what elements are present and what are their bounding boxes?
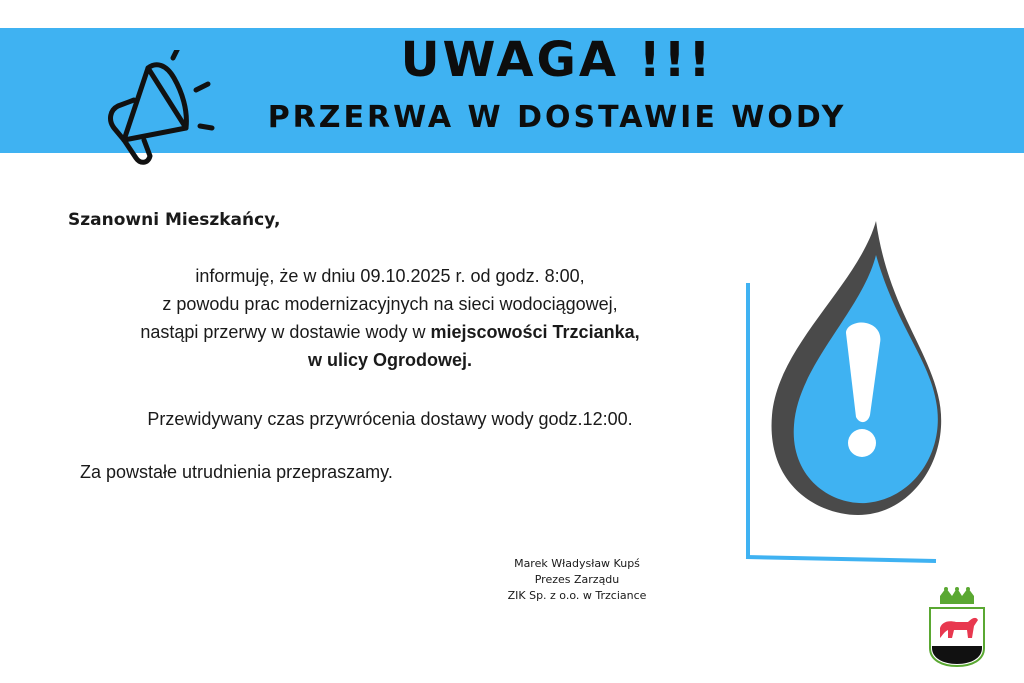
signature-name: Marek Władysław Kupś: [514, 557, 640, 570]
notice-street-bold: w ulicy Ogrodowej.: [307, 350, 473, 370]
notice-apology: Za powstałe utrudnienia przepraszamy.: [80, 462, 393, 482]
signature-role: Prezes Zarządu: [534, 573, 620, 586]
page-subtitle: PRZERWA W DOSTAWIE WODY: [267, 100, 847, 135]
notice-line-location: [90, 318, 690, 346]
signature-company: ZIK Sp. z o.o. w Trzciance: [507, 589, 647, 602]
signature-block: [482, 556, 672, 604]
notice-location-bold: miejscowości Trzcianka,: [430, 322, 640, 342]
town-crest-icon: [926, 586, 988, 668]
greeting: Szanowni Mieszkańcy,: [68, 210, 281, 230]
notice-line: z powodu prac modernizacyjnych na sieci wodociągowej,: [162, 294, 618, 314]
water-drop-warning-icon: [738, 215, 958, 565]
notice-restore-time: Przewidywany czas przywrócenia dostawy wody godz.12:00.: [147, 409, 633, 429]
notice-paragraph-main: [90, 262, 690, 374]
page-title: UWAGA !!!: [400, 32, 714, 88]
notice-line: informuję, że w dniu 09.10.2025 r. od godz. 8:00,: [195, 266, 585, 286]
notice-line-text: nastąpi przerwy w dostawie wody w: [140, 322, 431, 342]
